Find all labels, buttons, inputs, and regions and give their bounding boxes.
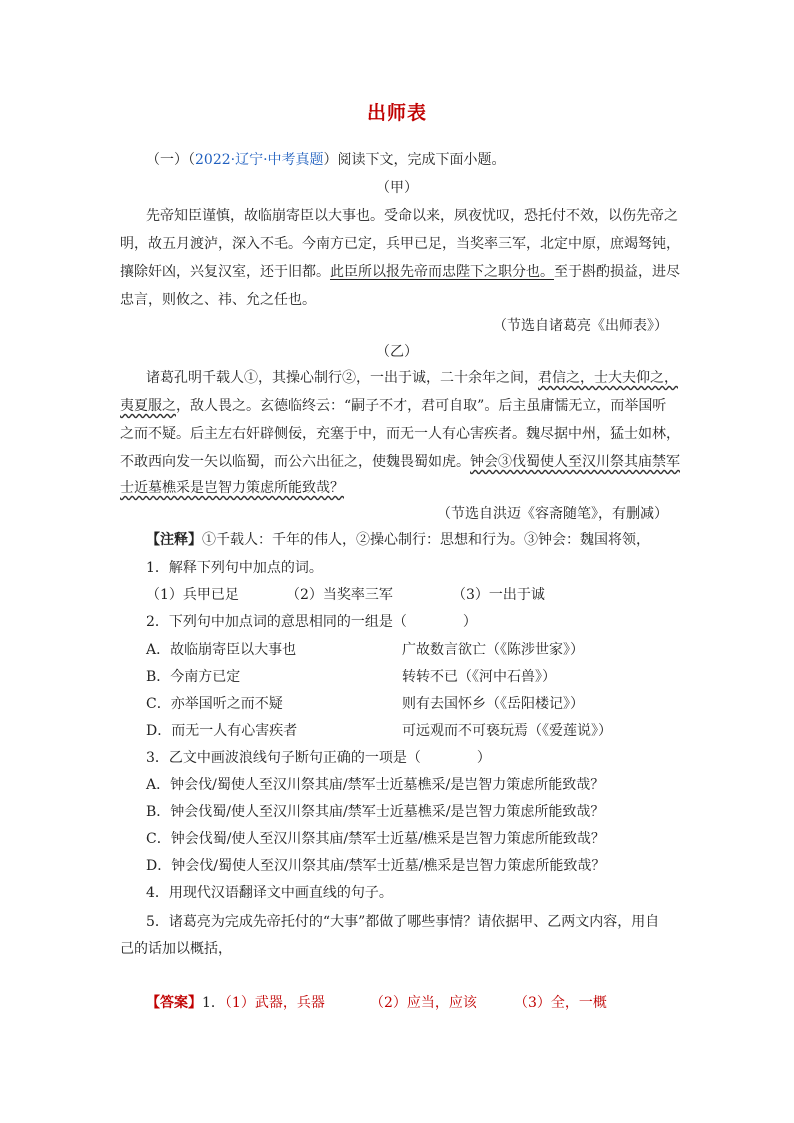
answer-item: [514, 993, 607, 1013]
note-text: ①千载人：千年的伟人，②操心制行：思想和行为。③钟会：魏国将领，: [202, 532, 650, 548]
wavy-sentence-1-end: 夷夏服之: [120, 398, 176, 414]
jia-line-3-tail: 至于斟酌损益，进尽: [554, 264, 680, 280]
question-2-option-left: A．故临崩寄臣以大事也: [146, 642, 297, 658]
underlined-sentence: 此臣所以报先帝而忠陛下之职分也。: [330, 264, 554, 280]
question-1-item: （3）一出于诚: [452, 587, 545, 603]
intro-prefix: （一）（: [146, 152, 195, 168]
note-label: 【注释】: [146, 532, 202, 548]
yi-line-2: [120, 396, 666, 416]
yi-line-4: [120, 452, 680, 472]
question-2-option-right: 则有去国怀乡（《岳阳楼记》）: [402, 696, 584, 712]
question-2-option-left: D．而无一人有心害疾者: [146, 723, 298, 739]
question-2-option-left: C．亦举国听之而不疑: [146, 696, 283, 712]
answer-item-text: （3）全，一概: [514, 995, 607, 1011]
question-3: 3．乙文中画波浪线句子断句正确的一项是（ ）: [146, 750, 491, 766]
yi-line-2-text: ，敌人畏之。玄德临终云：“嗣子不才，君可自取”。后主虽庸懦无立，而举国听: [176, 398, 667, 414]
yi-source: （节选自洪迈《容斋随笔》，有删减）: [437, 506, 668, 522]
question-3-option: C．钟会伐蜀/使人至汉川祭其庙/禁军士近墓/樵采是岂智力策虑所能致哉？: [146, 831, 605, 847]
question-5-continued: 己的话加以概括，: [120, 941, 232, 957]
yi-line-1-text: 诸葛孔明千载人①，其操心制行②，一出于诚，二十余年之间，: [146, 370, 538, 386]
question-1: 1．解释下列句中加点的词。: [146, 560, 323, 576]
jia-source: （节选自诸葛亮《出师表》）: [493, 318, 668, 334]
wavy-sentence-2-end: 士近墓樵采是岂智力策虑所能致哉？: [120, 480, 344, 496]
answer-item: [370, 993, 477, 1013]
yi-line-3: 之而不疑。后主左右奸辟侧佞，充塞于中，而无一人有心害疾者。魏尽据中州，猛士如林，: [120, 426, 680, 442]
jia-line-4: 忠言，则攸之、祎、允之任也。: [120, 292, 316, 308]
intro-suffix: ）阅读下文，完成下面小题。: [323, 152, 506, 168]
yi-line-5: [120, 478, 344, 498]
question-4: 4．用现代汉语翻译文中画直线的句子。: [146, 885, 393, 901]
question-2-option-right: 广故数言欲亡（《陈涉世家》）: [402, 642, 584, 658]
answer-label: 【答案】: [146, 995, 202, 1011]
question-1-item: （1）兵甲已足: [146, 587, 239, 603]
question-3-option: A．钟会伐/蜀使人至汉川祭其庙/禁军士近墓樵采/是岂智力策虑所能致哉？: [146, 777, 605, 793]
jia-line-1: 先帝知臣谨慎，故临崩寄臣以大事也。受命以来，夙夜忧叹，恐托付不效，以伤先帝之: [146, 208, 678, 224]
question-2-option-right: 转转不已（《河中石兽》）: [402, 669, 556, 685]
jia-line-2: 明，故五月渡泸，深入不毛。今南方已定，兵甲已足，当奖率三军，北定中原，庶竭驽钝，: [120, 236, 680, 252]
jia-line-3: [120, 262, 680, 282]
question-5: 5．诸葛亮为完成先帝托付的“大事”都做了哪些事情？请依据甲、乙两文内容，用自: [146, 914, 660, 930]
wavy-sentence-2: 钟会③伐蜀使人至汉川祭其庙禁军: [470, 454, 680, 470]
yi-line-1: [146, 368, 678, 388]
jia-label: （甲）: [376, 180, 418, 196]
question-2: 2．下列句中加点词的意思相同的一组是（ ）: [146, 614, 477, 630]
question-2-option-left: B．今南方已定: [146, 669, 241, 685]
question-3-option: D．钟会伐/蜀使人至汉川祭其庙/禁军士近墓/樵采是岂智力策虑所能致哉？: [146, 858, 606, 874]
yi-label: （乙）: [376, 344, 418, 360]
page-title: 出师表: [366, 102, 427, 124]
answer-number: 1．: [202, 995, 225, 1011]
question-2-option-right: 可远观而不可亵玩焉（《爱莲说》）: [402, 723, 612, 739]
intro-line: [146, 150, 506, 170]
answer-item: （1）武器，兵器: [224, 995, 325, 1011]
answer-line: [146, 993, 325, 1013]
note-line: [146, 530, 650, 550]
exam-source-tag[interactable]: 2022·辽宁·中考真题: [195, 152, 324, 168]
wavy-sentence-1: 君信之，士大夫仰之，: [538, 370, 678, 386]
question-1-item: （2）当奖率三军: [286, 587, 393, 603]
question-3-option: B．钟会伐蜀/使人至汉川祭其庙/禁军士近墓樵采/是岂智力策虑所能致哉？: [146, 804, 605, 820]
yi-line-4-text: 不敢西向发一矢以临蜀，而公六出征之，使魏畏蜀如虎。: [120, 454, 470, 470]
answer-item-text: （2）应当，应该: [370, 995, 477, 1011]
jia-line-3-text: 攘除奸凶，兴复汉室，还于旧都。: [120, 264, 330, 280]
